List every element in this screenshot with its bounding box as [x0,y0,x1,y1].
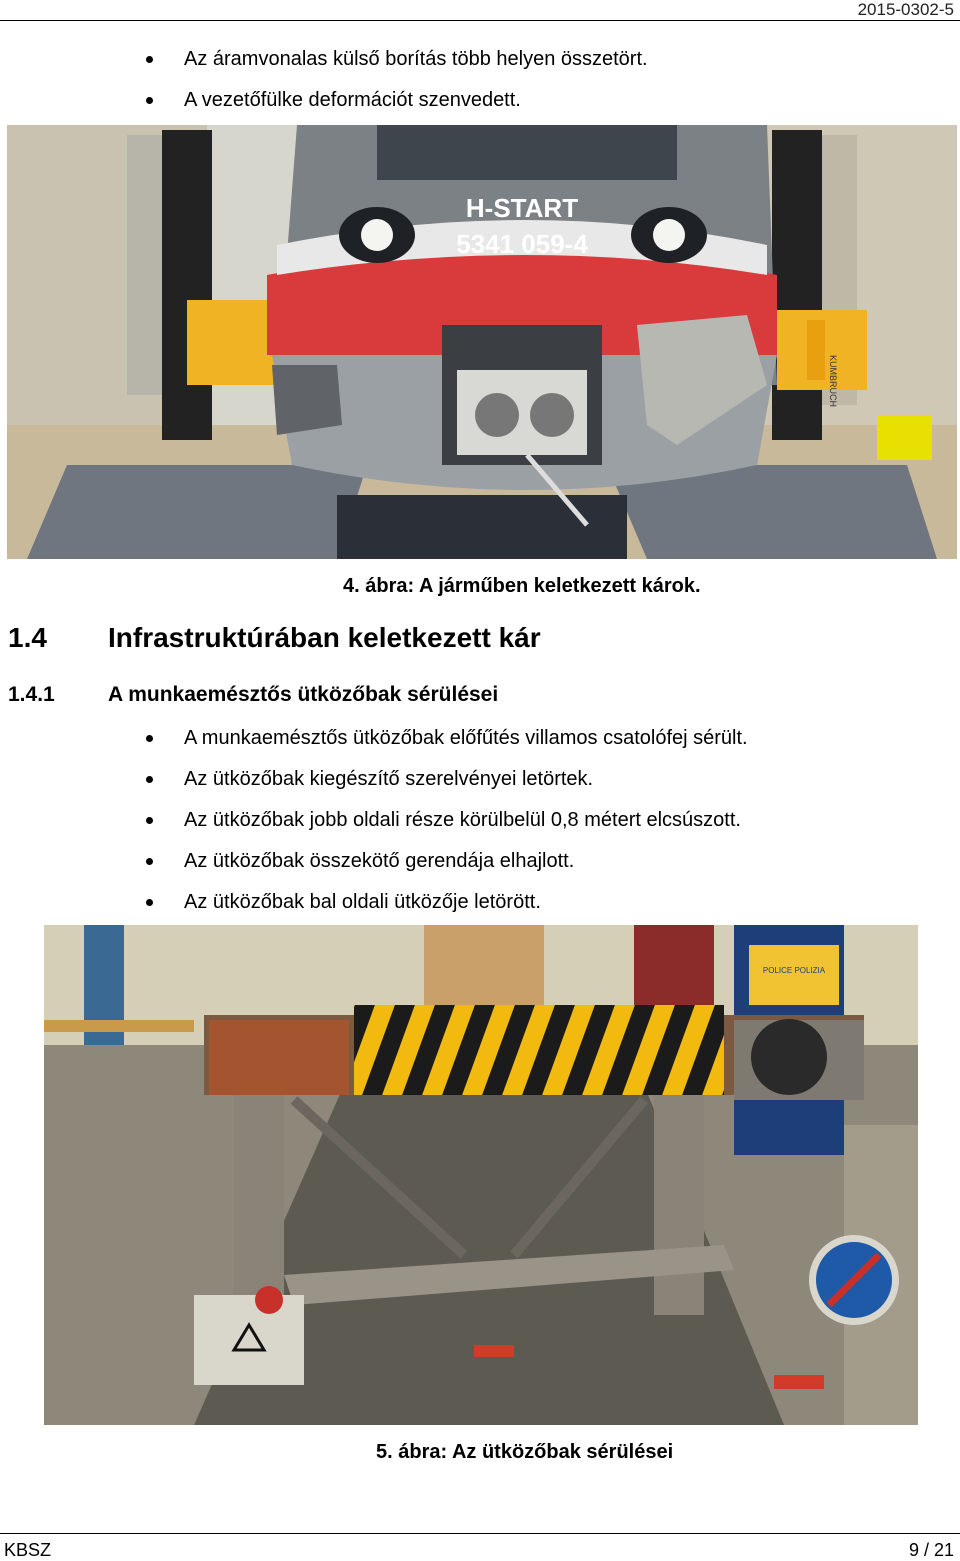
bullet-list-vehicle-damage [146,49,648,131]
figure-4-photo [7,125,957,559]
vest-label: POLICE POLIZIA [762,966,826,975]
bullet-list-infrastructure-damage [146,728,748,933]
list-item: Az ütközőbak kiegészítő szerelvényei letörtek. [146,769,748,810]
bullet-icon [146,858,153,865]
list-item: Az ütközőbak jobb oldali része körülbelül 0,8 métert elcsúszott. [146,810,748,851]
footer-rule [0,1533,960,1534]
list-item: Az áramvonalas külső borítás több helyen összetört. [146,49,648,90]
section-title: Infrastruktúrában keletkezett kár [108,622,541,653]
page-number: 9 / 21 [908,1540,954,1560]
figure-4-caption: 4. ábra: A járműben keletkezett károk. [343,575,701,597]
footer-org: KBSZ [4,1540,52,1560]
document-id: 2015-0302-5 [857,0,954,19]
section-number: 1.4 [8,622,47,653]
header-rule [0,20,960,21]
train-label-line1: H-START [465,193,579,223]
subsection-title: A munkaemésztős ütközőbak sérülései [108,683,499,706]
bullet-icon [146,97,153,104]
bullet-icon [146,899,153,906]
bullet-icon [146,735,153,742]
list-item: A vezetőfülke deformációt szenvedett. [146,90,648,131]
bullet-icon [146,817,153,824]
subsection-number: 1.4.1 [8,683,55,706]
bullet-icon [146,56,153,63]
jack-label: KUMBRUCH [828,355,838,408]
figure-5-caption: 5. ábra: Az ütközőbak sérülései [376,1441,674,1463]
bullet-icon [146,776,153,783]
figure-5-photo [44,925,918,1425]
section-heading [8,622,541,654]
subsection-heading [8,683,498,707]
list-item: Az ütközőbak bal oldali ütközője letörött. [146,892,748,933]
train-label-line2: 5341 059-4 [456,229,588,259]
list-item: Az ütközőbak összekötő gerendája elhajlott. [146,851,748,892]
list-item: A munkaemésztős ütközőbak előfűtés villamos csatolófej sérült. [146,728,748,769]
